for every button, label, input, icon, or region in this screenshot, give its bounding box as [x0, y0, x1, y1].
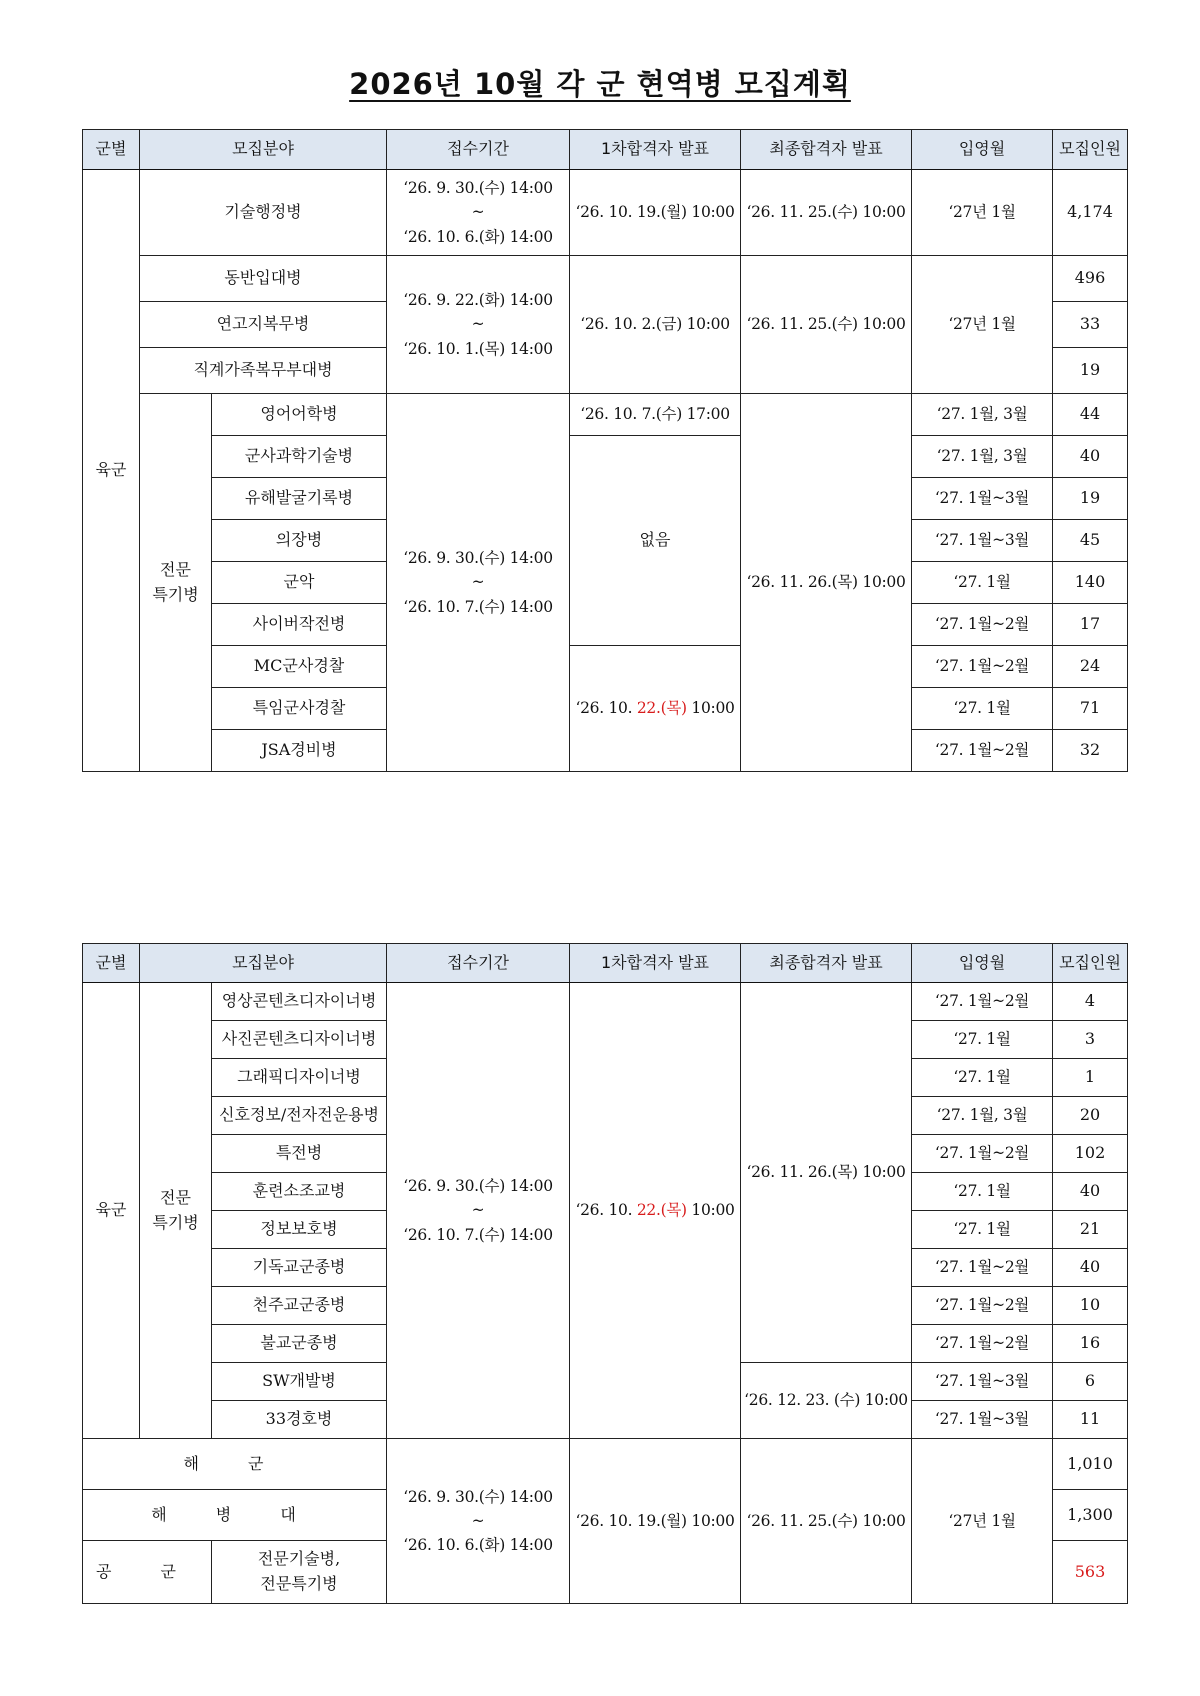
- count-cell: 140: [1053, 562, 1128, 604]
- field-cell: 훈련소조교병: [212, 1173, 387, 1211]
- enlist-cell: ‘27. 1월~3월: [912, 1363, 1053, 1401]
- field-cell: 그래픽디자이너병: [212, 1059, 387, 1097]
- table-row: [83, 983, 1128, 1021]
- enlist-cell: ‘27. 1월, 3월: [912, 394, 1053, 436]
- period-cell: ‘26. 9. 30.(수) 14:00 ~ ‘26. 10. 7.(수) 14:00: [387, 983, 570, 1439]
- first-result-cell: ‘26. 10. 19.(월) 10:00: [570, 170, 741, 256]
- final-result-cell: ‘26. 11. 25.(수) 10:00: [741, 1439, 912, 1604]
- field-cell: 사진콘텐츠디자이너병: [212, 1021, 387, 1059]
- field-cell: 유해발굴기록병: [212, 478, 387, 520]
- table-row: [83, 170, 1128, 256]
- count-cell: 44: [1053, 394, 1128, 436]
- final-result-cell: ‘26. 11. 26.(목) 10:00: [741, 394, 912, 772]
- field-cell: MC군사경찰: [212, 646, 387, 688]
- header-count: 모집인원: [1053, 944, 1128, 983]
- enlist-cell: ‘27. 1월~3월: [912, 1401, 1053, 1439]
- field-cell: 군사과학기술병: [212, 436, 387, 478]
- header-row: [83, 130, 1128, 170]
- field-cell: 특전병: [212, 1135, 387, 1173]
- enlist-cell: ‘27. 1월~3월: [912, 520, 1053, 562]
- count-cell: 496: [1053, 256, 1128, 302]
- enlist-cell: ‘27. 1월~2월: [912, 1325, 1053, 1363]
- period-cell: ‘26. 9. 30.(수) 14:00 ~ ‘26. 10. 6.(화) 14:00: [387, 1439, 570, 1604]
- field-cell: 불교군종병: [212, 1325, 387, 1363]
- enlist-cell: ‘27. 1월~2월: [912, 730, 1053, 772]
- count-cell: 16: [1053, 1325, 1128, 1363]
- period-cell: ‘26. 9. 22.(화) 14:00 ~ ‘26. 10. 1.(목) 14:00: [387, 256, 570, 394]
- enlist-cell: ‘27년 1월: [912, 256, 1053, 394]
- count-cell: 32: [1053, 730, 1128, 772]
- count-cell: 21: [1053, 1211, 1128, 1249]
- count-cell: 1,010: [1053, 1439, 1128, 1490]
- count-cell: 20: [1053, 1097, 1128, 1135]
- final-result-cell: ‘26. 11. 25.(수) 10:00: [741, 256, 912, 394]
- enlist-cell: ‘27. 1월~2월: [912, 646, 1053, 688]
- enlist-cell: ‘27. 1월: [912, 1059, 1053, 1097]
- header-branch: 군별: [83, 130, 140, 170]
- field-cell: JSA경비병: [212, 730, 387, 772]
- final-result-cell: ‘26. 11. 25.(수) 10:00: [741, 170, 912, 256]
- header-period: 접수기간: [387, 944, 570, 983]
- first-result-cell: ‘26. 10. 7.(수) 17:00: [570, 394, 741, 436]
- count-cell: 24: [1053, 646, 1128, 688]
- field-cell: 천주교군종병: [212, 1287, 387, 1325]
- enlist-cell: ‘27. 1월, 3월: [912, 436, 1053, 478]
- count-cell: 102: [1053, 1135, 1128, 1173]
- first-result-cell: ‘26. 10. 19.(월) 10:00: [570, 1439, 741, 1604]
- field-cell: 직계가족복무부대병: [140, 348, 387, 394]
- field-cell: 영어어학병: [212, 394, 387, 436]
- field-cell: 기술행정병: [140, 170, 387, 256]
- header-branch: 군별: [83, 944, 140, 983]
- count-cell: 11: [1053, 1401, 1128, 1439]
- header-row: [83, 944, 1128, 983]
- first-result-cell: ‘26. 10. 2.(금) 10:00: [570, 256, 741, 394]
- count-cell: 71: [1053, 688, 1128, 730]
- enlist-cell: ‘27. 1월~2월: [912, 1249, 1053, 1287]
- table-row: [83, 394, 1128, 436]
- header-final-result: 최종합격자 발표: [741, 130, 912, 170]
- enlist-cell: ‘27. 1월: [912, 688, 1053, 730]
- enlist-cell: ‘27. 1월: [912, 1021, 1053, 1059]
- period-cell: ‘26. 9. 30.(수) 14:00 ~ ‘26. 10. 7.(수) 14:00: [387, 394, 570, 772]
- count-cell: 19: [1053, 348, 1128, 394]
- table-row: [83, 646, 1128, 688]
- highlight-date: 22.(목): [636, 1201, 687, 1220]
- enlist-cell: ‘27. 1월~2월: [912, 983, 1053, 1021]
- enlist-cell: ‘27. 1월~2월: [912, 604, 1053, 646]
- specialist-category-cell: 전문 특기병: [140, 983, 212, 1439]
- final-result-cell: ‘26. 12. 23. (수) 10:00: [741, 1363, 912, 1439]
- enlist-cell: ‘27. 1월: [912, 1211, 1053, 1249]
- branch-cell: 육군: [83, 170, 140, 772]
- table-row: [83, 256, 1128, 302]
- field-cell: 의장병: [212, 520, 387, 562]
- field-cell: 연고지복무병: [140, 302, 387, 348]
- enlist-cell: ‘27년 1월: [912, 1439, 1053, 1604]
- branch-cell: 육군: [83, 983, 140, 1439]
- table-row: [83, 1439, 1128, 1490]
- header-period: 접수기간: [387, 130, 570, 170]
- header-final-result: 최종합격자 발표: [741, 944, 912, 983]
- first-result-cell: ‘26. 10. 22.(목) 10:00: [570, 983, 741, 1439]
- field-cell: 사이버작전병: [212, 604, 387, 646]
- branch-cell-airforce: 공 군: [83, 1541, 212, 1604]
- field-cell: 기독교군종병: [212, 1249, 387, 1287]
- header-field: 모집분야: [140, 944, 387, 983]
- branch-cell-marines: 해 병 대: [83, 1490, 387, 1541]
- specialist-category-cell: 전문 특기병: [140, 394, 212, 772]
- count-cell: 6: [1053, 1363, 1128, 1401]
- page-title: 2026년 10월 각 군 현역병 모집계획: [349, 67, 851, 101]
- final-result-cell: ‘26. 11. 26.(목) 10:00: [741, 983, 912, 1363]
- count-cell: 10: [1053, 1287, 1128, 1325]
- count-cell: 1: [1053, 1059, 1128, 1097]
- count-cell: 45: [1053, 520, 1128, 562]
- period-cell: ‘26. 9. 30.(수) 14:00 ~ ‘26. 10. 6.(화) 14:00: [387, 170, 570, 256]
- count-cell: 4,174: [1053, 170, 1128, 256]
- count-cell: 3: [1053, 1021, 1128, 1059]
- enlist-cell: ‘27. 1월: [912, 562, 1053, 604]
- count-cell: 40: [1053, 436, 1128, 478]
- first-result-cell: ‘26. 10. 22.(목) 10:00: [570, 646, 741, 772]
- field-cell: SW개발병: [212, 1363, 387, 1401]
- count-cell: 19: [1053, 478, 1128, 520]
- header-field: 모집분야: [140, 130, 387, 170]
- field-cell: 정보보호병: [212, 1211, 387, 1249]
- recruitment-table-2: [82, 943, 1128, 1604]
- field-cell: 신호정보/전자전운용병: [212, 1097, 387, 1135]
- count-cell: 40: [1053, 1249, 1128, 1287]
- count-cell: 33: [1053, 302, 1128, 348]
- header-enlist: 입영월: [912, 944, 1053, 983]
- table-row: [83, 436, 1128, 478]
- field-cell: 특임군사경찰: [212, 688, 387, 730]
- count-cell: 563: [1053, 1541, 1128, 1604]
- header-first-result: 1차합격자 발표: [570, 944, 741, 983]
- field-cell: 동반입대병: [140, 256, 387, 302]
- header-first-result: 1차합격자 발표: [570, 130, 741, 170]
- enlist-cell: ‘27. 1월: [912, 1173, 1053, 1211]
- field-cell: 전문기술병, 전문특기병: [212, 1541, 387, 1604]
- enlist-cell: ‘27. 1월~3월: [912, 478, 1053, 520]
- count-cell: 40: [1053, 1173, 1128, 1211]
- first-result-cell: 없음: [570, 436, 741, 646]
- count-cell: 4: [1053, 983, 1128, 1021]
- count-cell: 1,300: [1053, 1490, 1128, 1541]
- field-cell: 33경호병: [212, 1401, 387, 1439]
- highlight-date: 22.(목): [636, 699, 687, 718]
- header-count: 모집인원: [1053, 130, 1128, 170]
- field-cell: 군악: [212, 562, 387, 604]
- enlist-cell: ‘27. 1월, 3월: [912, 1097, 1053, 1135]
- branch-cell-navy: 해 군: [83, 1439, 387, 1490]
- enlist-cell: ‘27. 1월~2월: [912, 1135, 1053, 1173]
- enlist-cell: ‘27년 1월: [912, 170, 1053, 256]
- enlist-cell: ‘27. 1월~2월: [912, 1287, 1053, 1325]
- recruitment-table-1: [82, 129, 1128, 772]
- count-cell: 17: [1053, 604, 1128, 646]
- field-cell: 영상콘텐츠디자이너병: [212, 983, 387, 1021]
- header-enlist: 입영월: [912, 130, 1053, 170]
